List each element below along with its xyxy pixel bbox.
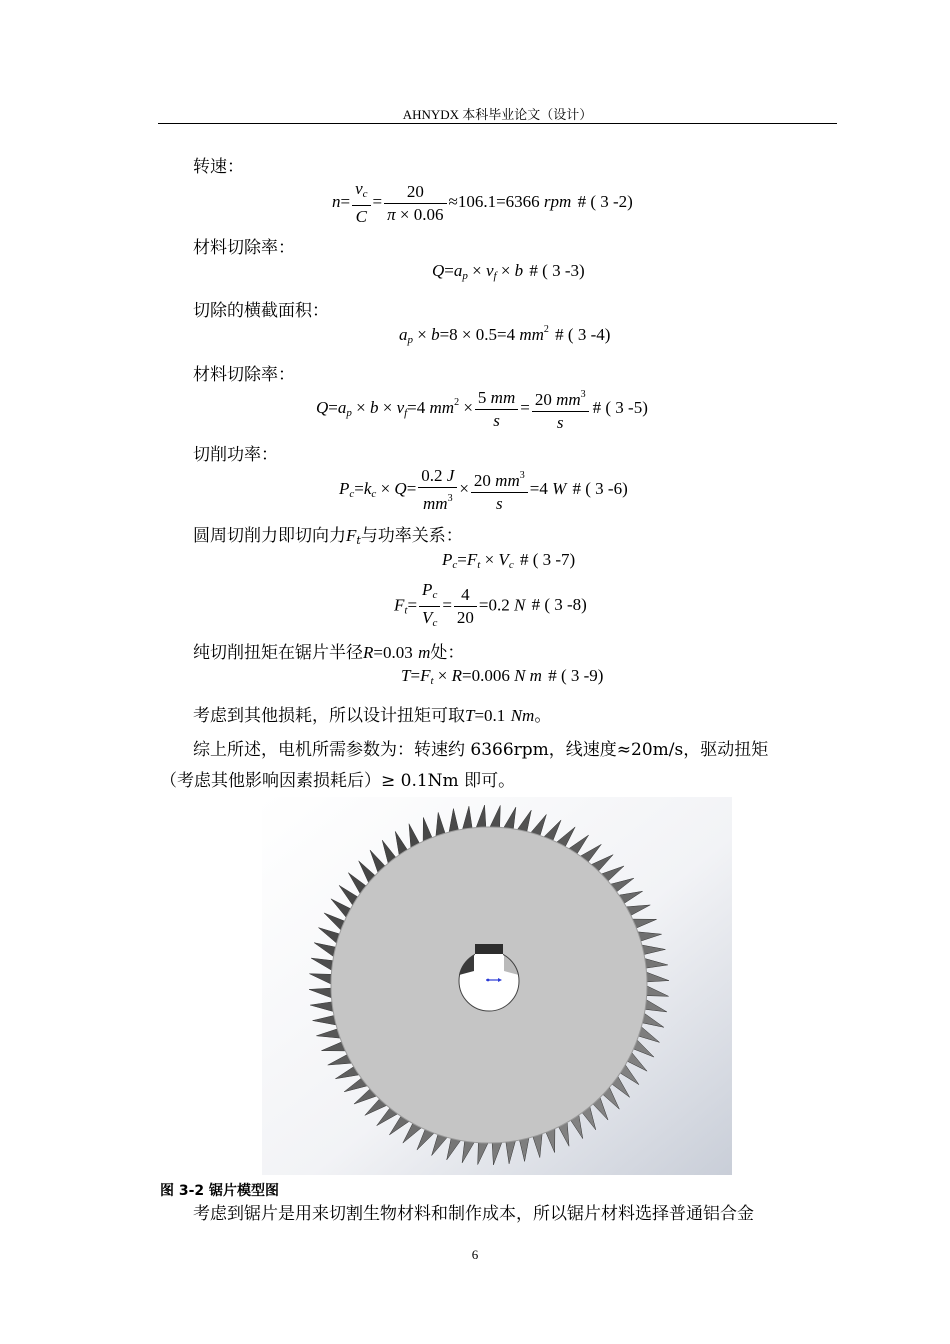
closing-paragraph-line: 考虑到锯片是用来切割生物材料和制作成本，所以锯片材料选择普通铝合金 — [193, 1204, 754, 1224]
figure-caption: 图 3-2 锯片模型图 — [160, 1183, 280, 1199]
saw-blade-figure — [262, 797, 732, 1175]
cross-section-label: 切除的横截面积： — [193, 301, 329, 321]
summary-line-1: 综上所述，电机所需参数为：转速约 6366rpm，线速度≈20m/s，驱动扭矩 — [193, 740, 769, 760]
equation-3-3: $Q=a_p \times v_f \times b$ # ( 3 -3) — [432, 261, 585, 282]
torque-label: 纯切削扭矩在锯片半径R=0.03 m处： — [193, 643, 465, 663]
removal-rate-label-2: 材料切除率： — [193, 365, 295, 385]
page-number: 6 — [471, 1247, 479, 1262]
design-torque-line: 考虑到其他损耗，所以设计扭矩可取T=0.1 Nm。 — [193, 706, 552, 726]
saw-blade-image — [262, 797, 732, 1175]
removal-rate-label-1: 材料切除率： — [193, 238, 295, 258]
equation-3-2: n= $\frac{v_c}{C}$ = $\frac{20}{\pi \times 0.06}$ ≈106.1=6366 rpm # ( 3 -2) — [332, 179, 633, 226]
tangential-force-label: 圆周切削力即切向力$F_t$与功率关系： — [193, 526, 463, 547]
equation-3-5: $Q=a_p \times b \times v_f=4$ $mm^2$ × $\frac{5 mm}{s}$ = $\frac{20 mm^3}{s}$ # ( 3 -5) — [316, 384, 648, 434]
cutting-power-label: 切削功率： — [193, 445, 278, 465]
speed-label: 转速： — [193, 157, 244, 177]
header-rule — [158, 123, 837, 124]
summary-line-2: （考虑其他影响因素损耗后）≥ 0.1Nm 即可。 — [160, 771, 516, 791]
equation-3-7: $P_c=F_t \times V_c$ # ( 3 -7) — [442, 550, 576, 571]
running-header: AHNYDX 本科毕业论文（设计） — [402, 107, 593, 122]
equation-3-6: $P_c=k_c \times Q=$ $\frac{0.2 J}{mm^3}$ × $\frac{20 mm^3}{s}$ =4 W # ( 3 -6) — [339, 466, 628, 513]
equation-3-8: $F_t=$ $\frac{P_c}{V_c}$ = $\frac{4}{20}$ =0.2 N # ( 3 -8) — [394, 580, 587, 629]
equation-3-9: $T=F_t \times R=0.006$ N m # ( 3 -9) — [401, 666, 604, 687]
equation-3-4: $a_p \times b=8 \times 0.5=4$ $mm^2$ # ( 3 -4) — [399, 324, 611, 346]
